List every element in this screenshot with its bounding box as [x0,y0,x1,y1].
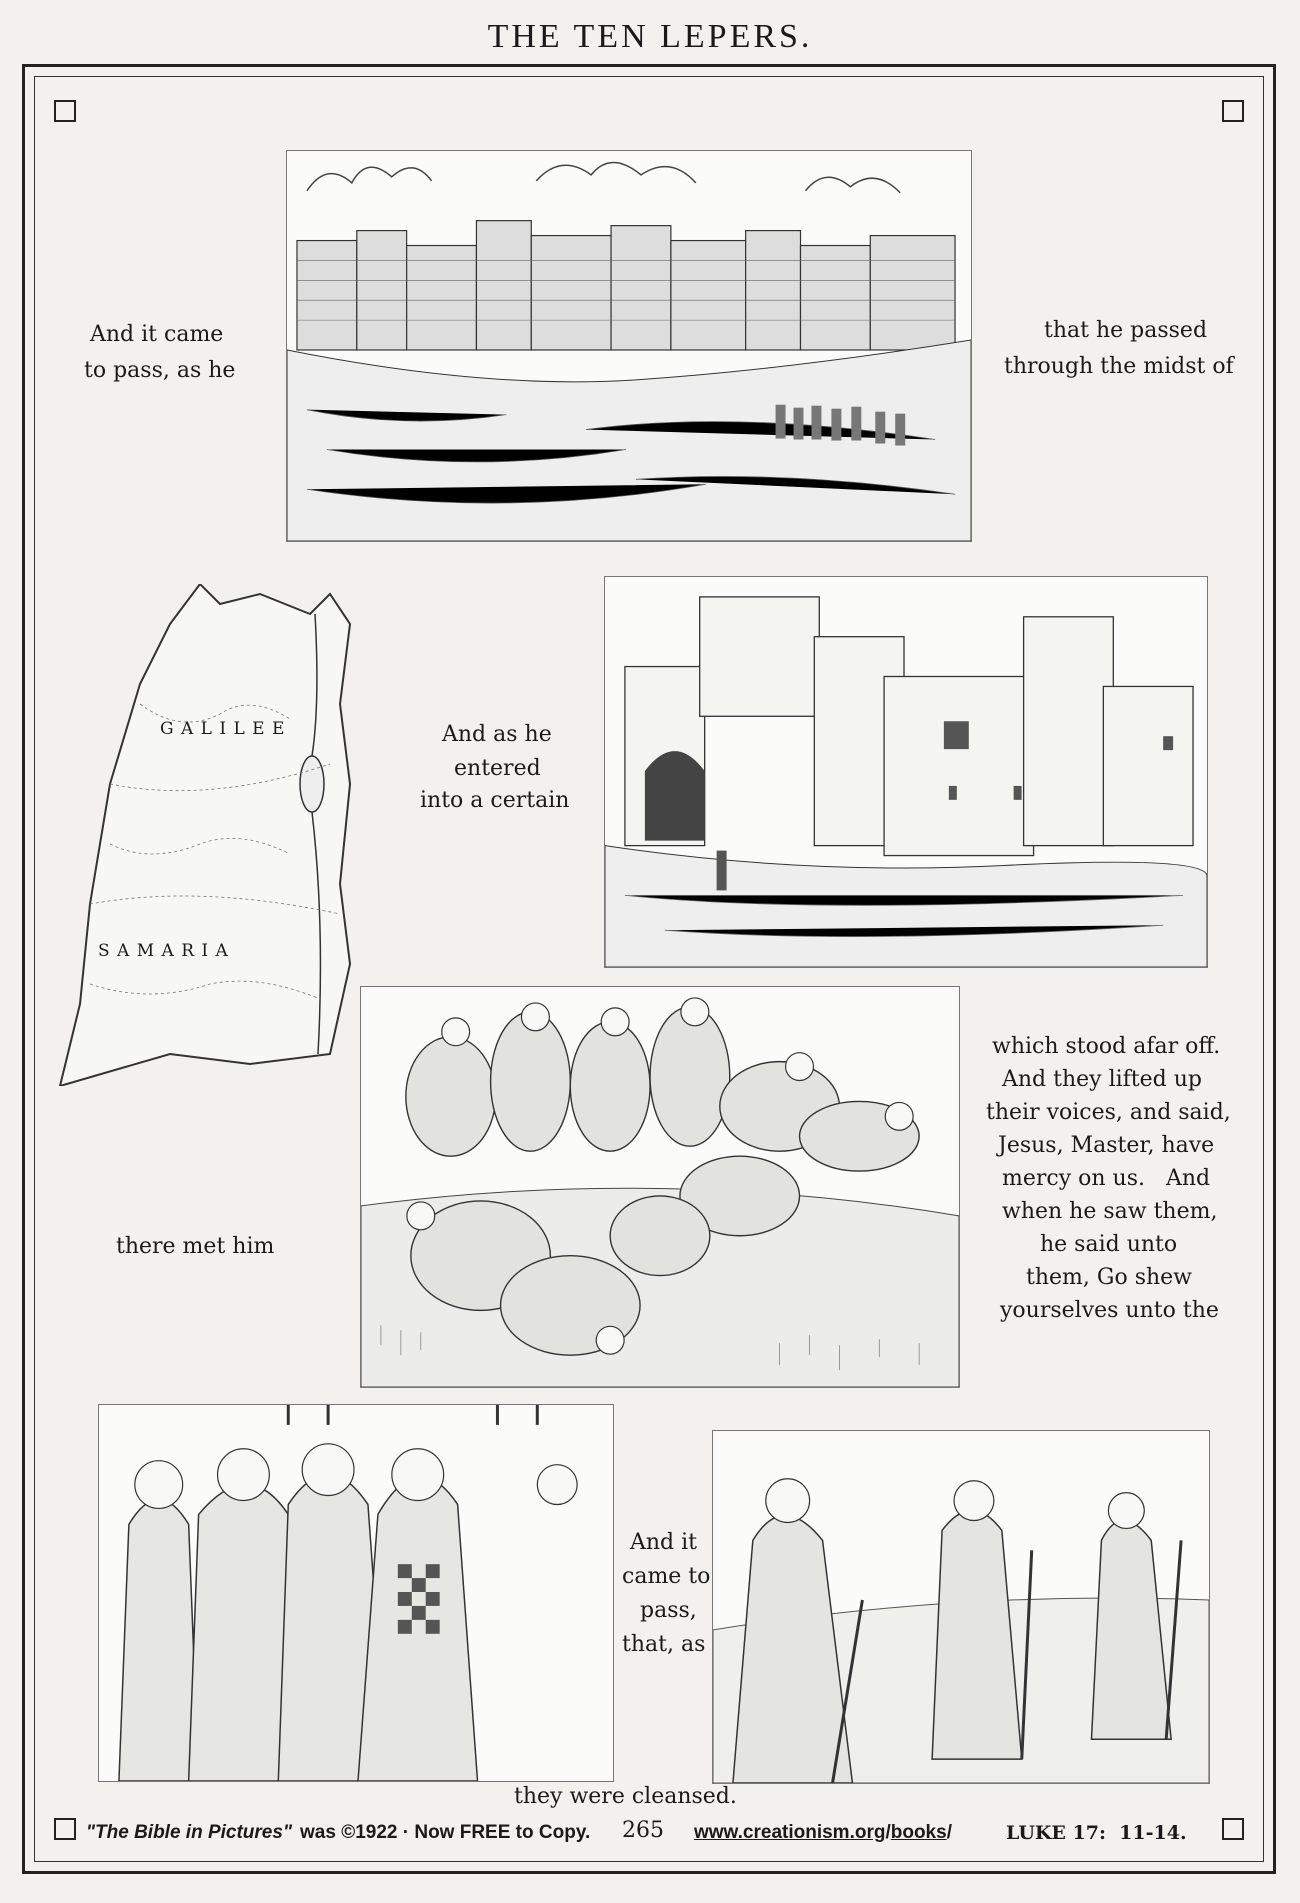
corner-ornament-bl [54,1818,76,1840]
text-into-a-certain: into a certain [420,788,570,813]
map-label-galilee: G A L I L E E [160,719,286,739]
footer-page-number: 265 [622,1818,664,1843]
map-illustration [50,584,356,1086]
text-he-said-unto: he said unto [1040,1232,1178,1257]
text-mercy-on-us: mercy on us. And [1002,1166,1211,1191]
text-yourselves-unto-the: yourselves unto the [1000,1298,1219,1323]
footer-url-end: / [946,1822,952,1843]
footer-scripture-reference: LUKE 17: 11-14. [1006,1822,1187,1844]
text-and-as-he: And as he [442,722,552,747]
text-that-he-passed: that he passed [1044,318,1208,343]
corner-ornament-tl [54,100,76,122]
text-when-he-saw-them: when he saw them, [1002,1199,1218,1224]
text-jesus-master: Jesus, Master, have [998,1133,1215,1158]
text-their-voices: their voices, and said, [986,1100,1231,1125]
text-that-as: that, as [622,1632,706,1657]
text-and-it: And it [630,1530,698,1555]
text-came-to: came to [622,1564,711,1589]
text-pass: pass, [640,1598,697,1623]
footer-url-sep: / [885,1822,891,1843]
city-illustration [286,150,972,542]
corner-ornament-tr [1222,100,1244,122]
corner-ornament-br [1222,1818,1244,1840]
text-entered: entered [454,756,541,781]
text-they-were-cleansed: they were cleansed. [514,1784,737,1809]
village-illustration [604,576,1208,968]
text-to-pass-as-he: to pass, as he [84,358,236,383]
footer-book-title: "The Bible in Pictures" [86,1822,292,1843]
text-which-stood-afar-off: which stood afar off. [992,1034,1221,1059]
footer-url-books[interactable]: books [890,1822,947,1843]
text-and-they-lifted-up: And they lifted up [1002,1067,1202,1092]
text-there-met-him: there met him [116,1234,275,1259]
priests-illustration [98,1404,614,1782]
footer-url[interactable] [694,1822,952,1844]
map-label-samaria: S A M A R I A [98,941,229,961]
footer-url-main[interactable]: www.creationism.org [694,1822,886,1843]
text-and-it-came: And it came [90,322,224,347]
text-them-go-shew: them, Go shew [1026,1265,1192,1290]
lepers-illustration [360,986,960,1388]
footer-copyright: was ©1922 · Now FREE to Copy. [300,1822,591,1843]
text-through-the-midst-of: through the midst of [1004,354,1234,379]
walkers-illustration [712,1430,1210,1784]
page-title: THE TEN LEPERS. [487,18,813,55]
